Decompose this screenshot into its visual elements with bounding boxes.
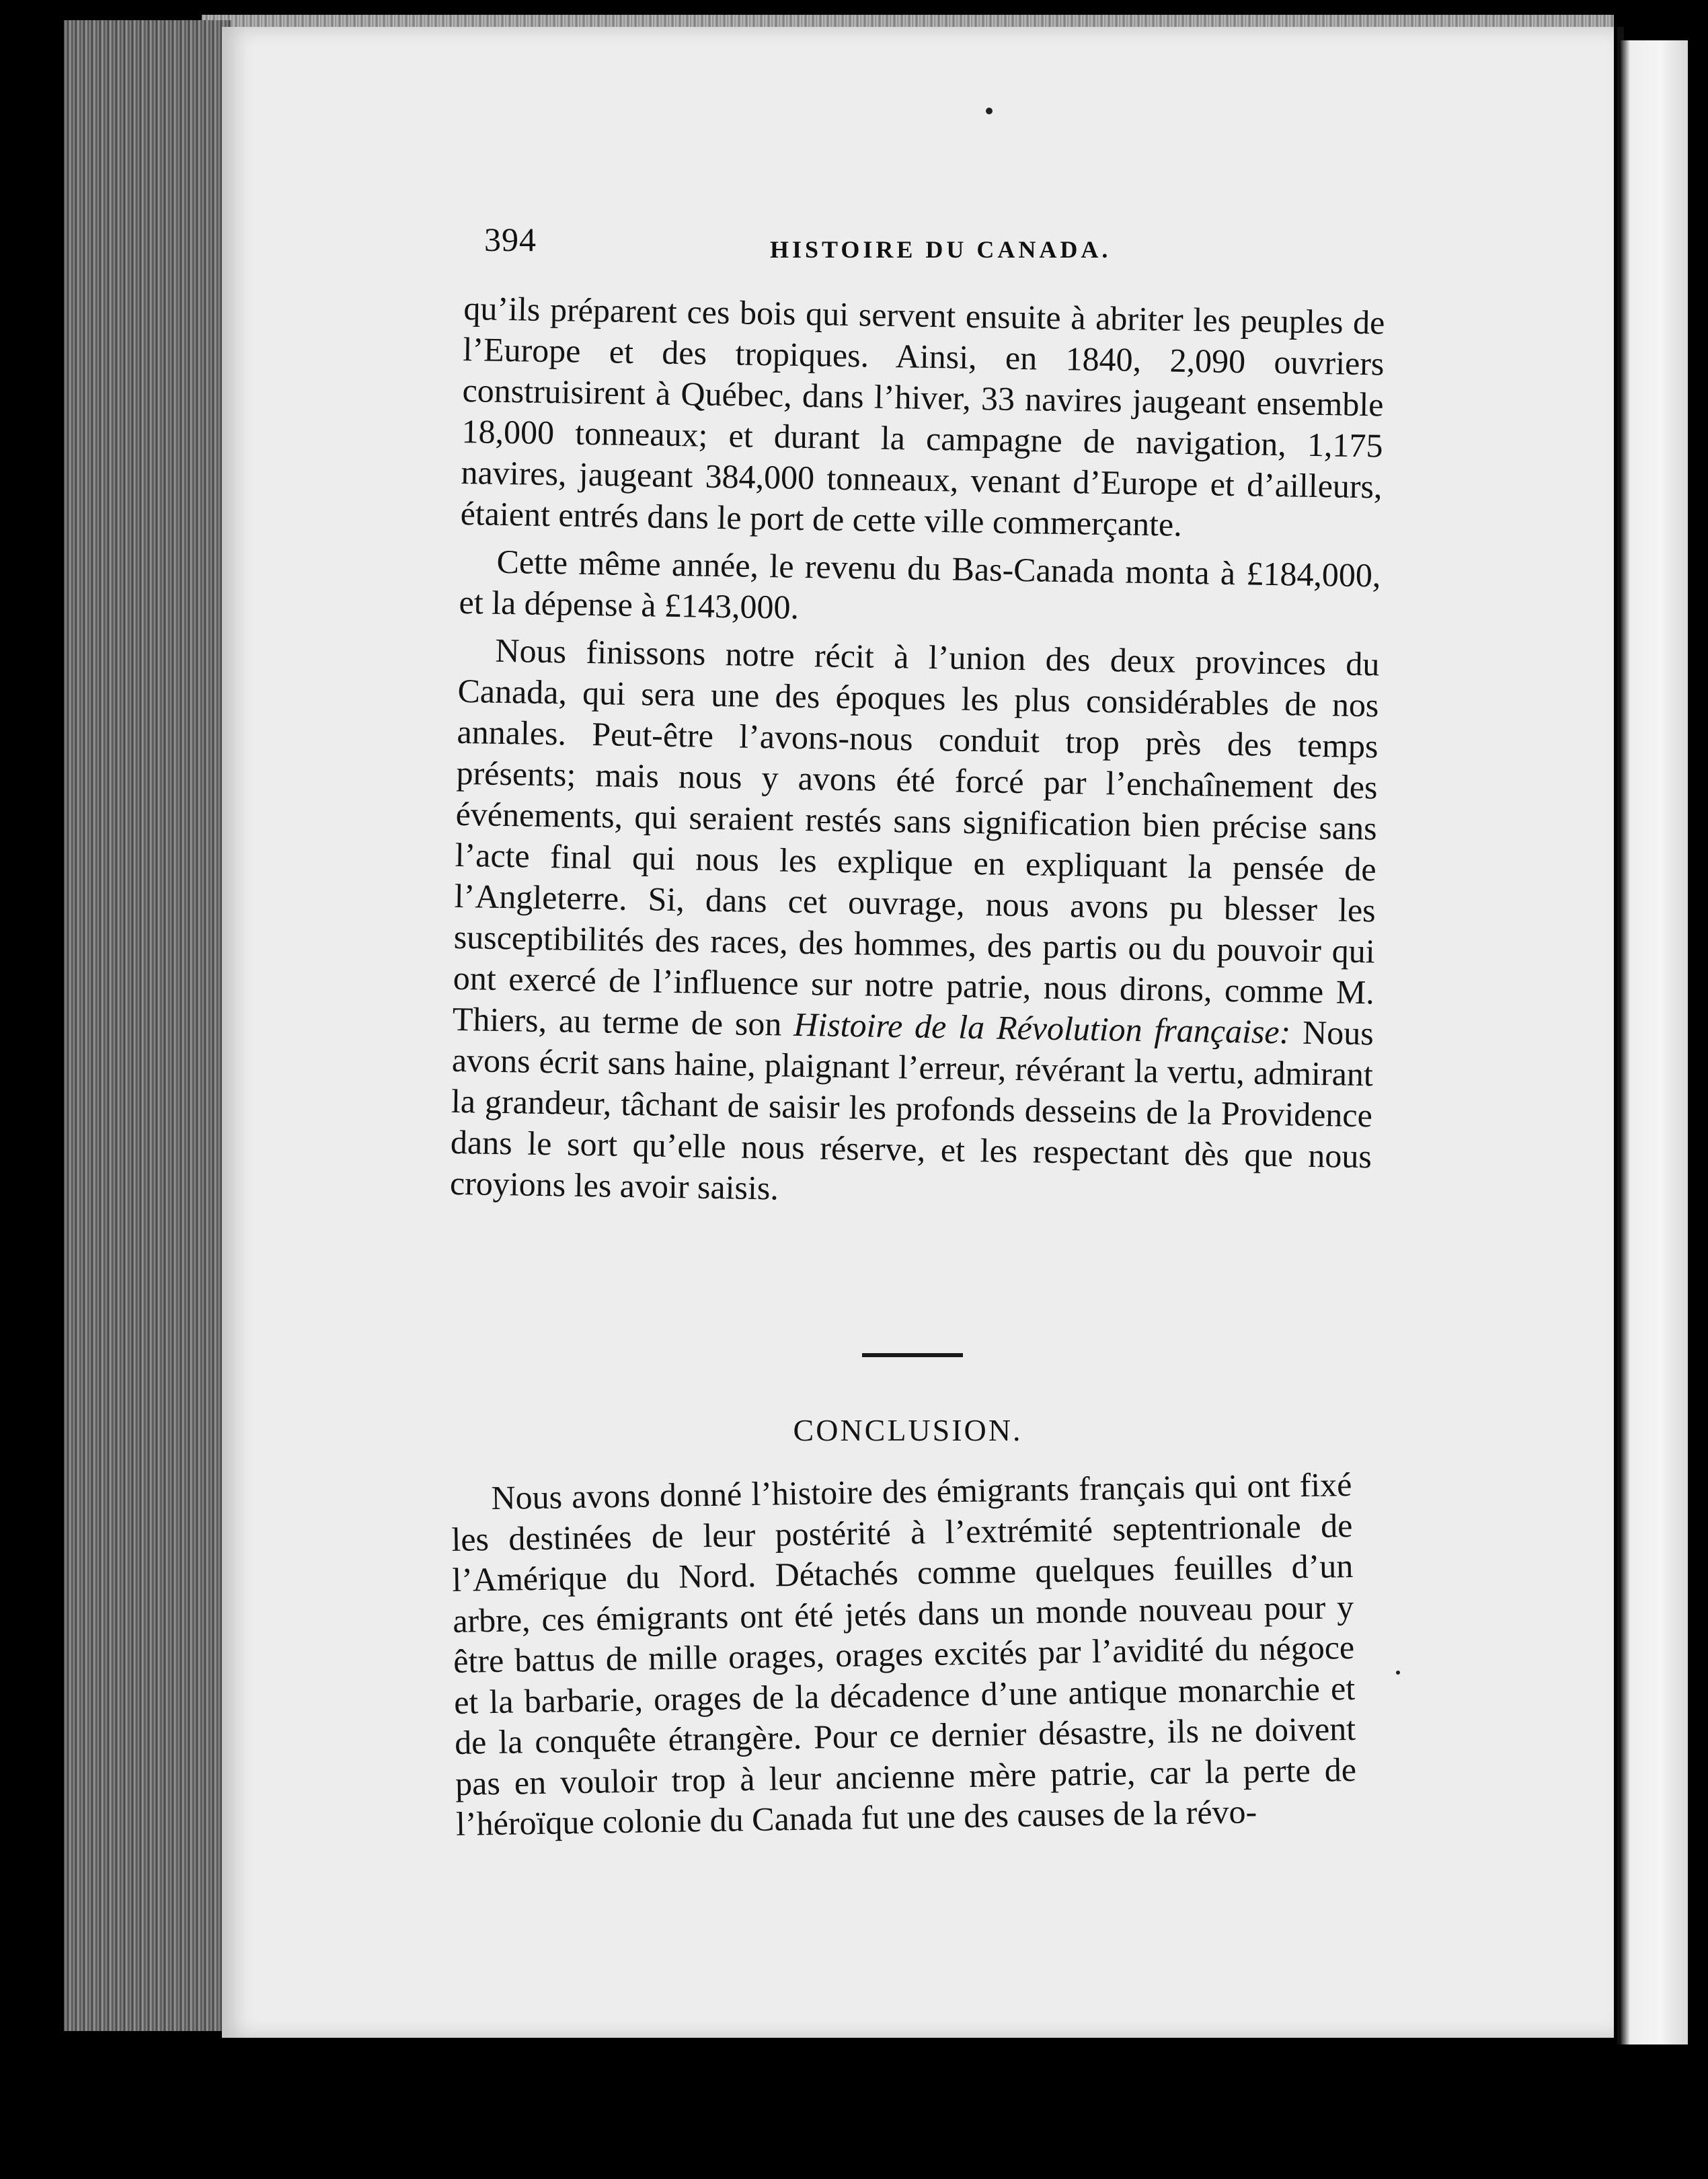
page-number: 394 bbox=[484, 221, 537, 258]
conclusion-text bbox=[451, 1464, 1357, 1844]
ink-speck bbox=[1396, 1671, 1400, 1675]
section-title: CONCLUSION. bbox=[793, 1413, 1023, 1447]
paragraph: qu’ils préparent ces bois qui servent ensuite à abriter les peuples de l’Europe et des tropiques. Ainsi, en 1840, 2,090 ouvriers construisirent à Québec, dans l’hiver, 33 navires jaugeant ensemble 18,000 tonneaux; et durant la campagne de navigation, 1,175 navires, jaugeant 384,000 tonneaux, venant d’Europe et d’ailleurs, étaient entrés dans le port de cette ville commerçante. bbox=[460, 289, 1385, 543]
ink-speck bbox=[986, 108, 993, 114]
running-title: HISTOIRE DU CANADA. bbox=[770, 236, 1112, 263]
paragraph-text: Nous finissons notre récit à l’union des deux provinces du Canada, qui sera une des époques les plus considérables de nos annales. Peut-être l’avons-nous conduit trop près des temps présents; mais nous y avons été forcé par l’enchaînement des événements, qui seraient restés sans signification bien précise sans l’acte final qui nous les explique en expliquant la pensée de l’Angleterre. Si, dans cet ouvrage, nous avons pu blesser les susceptibilités des races, des hommes, des partis ou du pouvoir qui ont exercé de l’influence sur notre patrie, nous dirons, comme M. Thiers, au terme de son bbox=[452, 631, 1380, 1043]
book-page-edges bbox=[64, 20, 232, 2031]
paragraph: Cette même année, le revenu du Bas-Canada monta à £184,000, et la dépense à £143,000. bbox=[459, 542, 1381, 626]
paragraph bbox=[450, 629, 1380, 1218]
body-text bbox=[449, 288, 1385, 1225]
paragraph-text: Nous avons écrit sans haine, plaignant l’erreur, révérant la vertu, admirant la grandeur, tâchant de saisir les profonds desseins de la Providence dans le sort qu’elle nous réserve, et les respectant dès que nous croyions les avoir saisis. bbox=[449, 1013, 1374, 1207]
section-divider bbox=[862, 1353, 963, 1357]
facing-page-sliver bbox=[1621, 40, 1688, 2044]
running-head bbox=[484, 156, 1426, 263]
paragraph: Nous avons donné l’histoire des émigrants français qui ont fixé les destinées de leur postérité à l’extrémité septentrionale de l’Amérique du Nord. Détachés comme quelques feuilles d’un arbre, ces émigrants ont été jetés dans un monde nouveau pour y être battus de mille orages, orages excités par l’avidité du négoce et la barbarie, orages de la décadence d’une antique monarchie et de la conquête étrangère. Pour ce dernier désastre, ils ne doivent pas en vouloir trop à leur ancienne mère patrie, car la perte de l’héroïque colonie du Canada fut une des causes de la révo- bbox=[451, 1465, 1357, 1843]
book-title-italic: Histoire de la Révolution française: bbox=[793, 1005, 1291, 1051]
